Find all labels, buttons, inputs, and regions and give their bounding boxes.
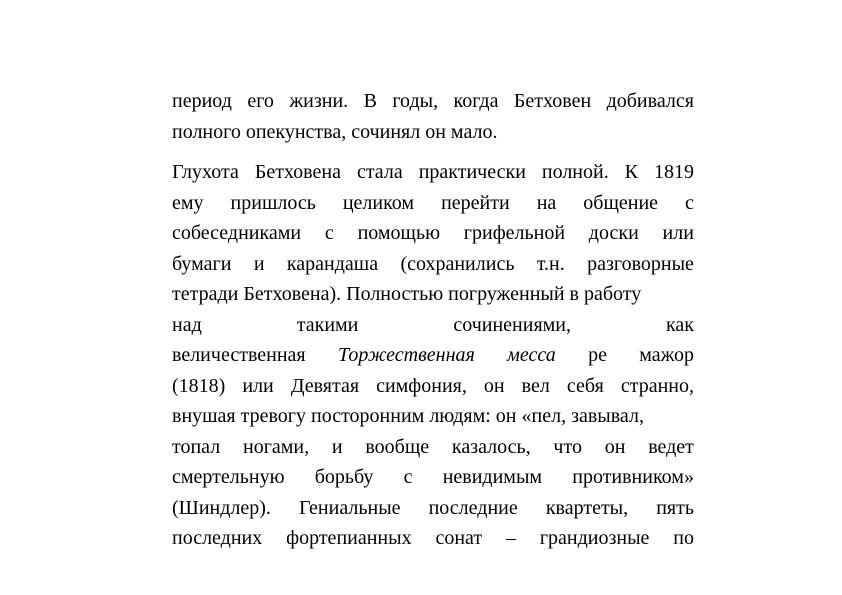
word: смертельную [172,466,285,488]
word: Девятая [290,374,360,397]
word: как [665,313,694,336]
word: К [624,161,639,183]
word: он [604,435,626,458]
word: странно, [620,374,694,397]
word: пять [656,496,694,519]
word: или [242,374,274,397]
word: 1819 [653,161,694,183]
text-line [172,188,694,219]
word: противником» [572,466,694,488]
word: сочинениями, [453,313,572,336]
word: – [505,527,516,549]
word: т.н. [536,252,565,275]
word: бумаги [172,252,232,275]
text-line [172,310,694,341]
word: казалось, [451,435,531,458]
word: мажор [639,344,694,366]
word: ре [588,344,607,366]
text-line [172,157,694,188]
text-line [172,371,694,402]
word: Бетховен [513,90,592,112]
word: что [553,435,582,458]
word: В [363,90,377,112]
word: симфония, [376,374,467,397]
word: доски [588,222,639,244]
paragraph-1 [172,86,694,147]
text-line [172,279,694,310]
word: Глухота [172,161,239,183]
text-line [172,218,694,249]
word: целиком [342,191,415,214]
word: сонат [435,527,483,549]
word: и [331,435,343,458]
word: полной. [541,161,609,183]
italic-work-title-word: месса [507,344,556,366]
word: собеседниками [172,222,302,244]
word: общение [583,191,659,214]
word: (Шиндлер). [172,496,271,519]
text-line [172,462,694,493]
word: когда [453,90,499,112]
word: (1818) [172,374,226,397]
word: по [673,527,694,549]
word: практически [418,161,526,183]
word: борьбу [314,466,374,488]
word: жизни. [289,90,349,112]
word: период [172,90,232,112]
text-line [172,523,694,554]
word: ногами, [242,435,310,458]
word: такими [296,313,359,336]
word: последних [172,527,263,549]
word: карандаша [286,252,379,275]
word: на [536,191,557,214]
word: или [662,222,694,244]
word: вел [521,374,550,397]
word: перейти [441,191,510,214]
word: его [247,90,274,112]
word: с [685,191,694,214]
word: вообще [365,435,430,458]
text-line [172,432,694,463]
word: стала [356,161,403,183]
word: пришлось [230,191,316,214]
word: последние [428,496,518,519]
word: он [483,374,505,397]
line-text: тетради Бетховена). Полностью погруженный в работу [172,283,642,305]
word: Бетховена [254,161,341,183]
line-text: внушая тревогу посторонним людям: он «пел, завывал, [172,405,644,427]
word: и [253,252,265,275]
text-line [172,340,694,371]
word: помощью [357,222,441,244]
word: грандиозные [539,527,650,549]
text-line [172,493,694,524]
word: фортепианных [286,527,412,549]
word: топал [172,435,221,458]
word: ведет [648,435,694,458]
line-text: полного опекунства, сочинял он мало. [172,120,498,143]
text-line [172,249,694,280]
word: себя [566,374,604,397]
text-line [172,401,694,432]
paragraph-2 [172,157,694,554]
text-line [172,86,694,117]
italic-work-title-word: Торжественная [337,344,475,366]
word: грифельной [463,222,566,244]
word: годы, [392,90,439,112]
word: (сохранились [400,252,515,275]
word: ему [172,191,204,214]
word: величественная [172,344,306,366]
word: с [403,466,413,488]
word: квартеты, [545,496,629,519]
word: добивался [606,90,694,112]
text-line [172,117,694,148]
word: Гениальные [299,496,401,519]
word: над [172,313,202,336]
word: разговорные [587,252,694,275]
word: с [324,222,334,244]
word: невидимым [442,466,543,488]
